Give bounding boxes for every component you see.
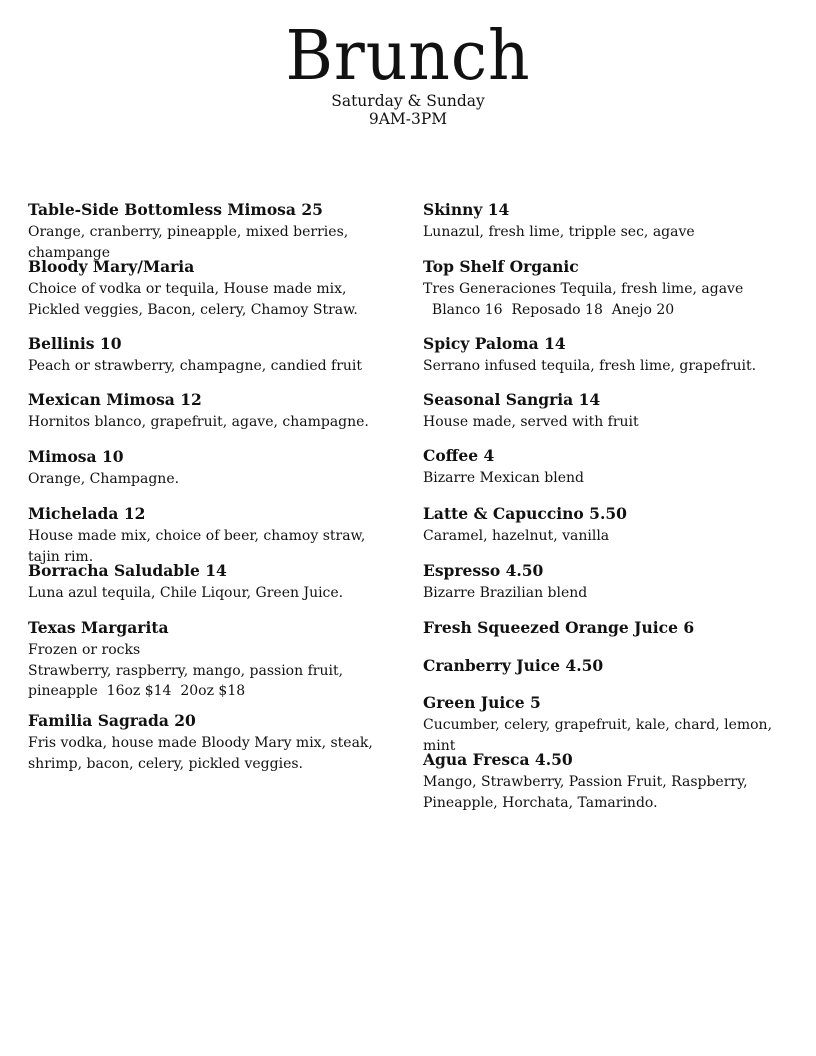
menu-item <box>28 334 403 377</box>
menu-item-description <box>28 412 403 433</box>
menu-item-name: Table-Side Bottomless Mimosa 25 <box>28 200 323 219</box>
description-line: Luna azul tequila, Chile Liqour, Green Juice. <box>28 585 344 601</box>
service-days: Saturday & Sunday <box>331 92 485 110</box>
description-line: Tres Generaciones Tequila, fresh lime, agave <box>423 281 744 297</box>
description-line: champange <box>28 244 111 261</box>
description-line: Bizarre Mexican blend <box>423 470 584 486</box>
menu-item-name: Mimosa 10 <box>28 447 124 466</box>
description-line: Bizarre Brazilian blend <box>423 585 588 601</box>
description-line: Mango, Strawberry, Passion Fruit, Raspberry, <box>423 774 748 790</box>
menu-item <box>28 561 403 604</box>
description-line: tajin rim. <box>28 548 94 565</box>
menu-item-description <box>423 583 803 604</box>
menu-item-name: Espresso 4.50 <box>423 561 544 580</box>
menu-item <box>423 334 803 377</box>
menu-item-name: Agua Fresca 4.50 <box>423 750 573 769</box>
menu-item <box>423 750 803 813</box>
menu-item-description <box>423 468 803 489</box>
description-line: Strawberry, raspberry, mango, passion fruit, <box>28 662 344 679</box>
menu-item <box>423 618 803 638</box>
menu-item-description <box>423 279 803 320</box>
menu-item-name: Texas Margarita <box>28 618 169 637</box>
menu-item-name: Top Shelf Organic <box>423 257 579 276</box>
description-line: Lunazul, fresh lime, tripple sec, agave <box>423 224 695 240</box>
menu-item-name: Bloody Mary/Maria <box>28 257 195 276</box>
menu-item-description <box>423 222 803 243</box>
description-line: shrimp, bacon, celery, pickled veggies. <box>28 755 303 772</box>
menu-item <box>28 618 403 702</box>
description-line: Serrano infused tequila, fresh lime, grapefruit. <box>423 358 757 374</box>
menu-item <box>423 693 803 756</box>
menu-item-name: Michelada 12 <box>28 504 146 523</box>
description-line: Hornitos blanco, grapefruit, agave, champagne. <box>28 414 369 430</box>
menu-item-name: Bellinis 10 <box>28 334 122 353</box>
menu-item <box>28 504 403 567</box>
menu-item <box>423 446 803 489</box>
menu-item-name: Cranberry Juice 4.50 <box>423 656 604 675</box>
menu-item-name: Coffee 4 <box>423 446 495 465</box>
description-line: Peach or strawberry, champagne, candied fruit <box>28 358 363 374</box>
menu-item-name: Green Juice 5 <box>423 693 541 712</box>
description-line: Fris vodka, house made Bloody Mary mix, steak, <box>28 735 373 751</box>
menu-item-name: Borracha Saludable 14 <box>28 561 227 580</box>
description-line: pineapple 16oz $14 20oz $18 <box>28 683 246 699</box>
menu-item-description <box>423 356 803 377</box>
menu-item-name: Seasonal Sangria 14 <box>423 390 601 409</box>
menu-item-name: Mexican Mimosa 12 <box>28 390 202 409</box>
description-line: Orange, cranberry, pineapple, mixed berries, <box>28 224 349 240</box>
menu-item <box>28 711 403 774</box>
menu-item <box>423 504 803 547</box>
description-line: mint <box>423 737 456 754</box>
menu-item-description <box>28 356 403 377</box>
menu-item <box>423 561 803 604</box>
menu-item <box>423 257 803 320</box>
service-hours: 9AM-3PM <box>368 110 448 128</box>
menu-item-description <box>28 469 403 490</box>
menu-item <box>423 656 803 676</box>
menu-item-description <box>423 412 803 433</box>
description-line: Cucumber, celery, grapefruit, kale, chard, lemon, <box>423 717 773 733</box>
menu-item-name: Skinny 14 <box>423 200 510 219</box>
menu-item-name: Spicy Paloma 14 <box>423 334 566 353</box>
description-line: Orange, Champagne. <box>28 471 180 487</box>
menu-item <box>28 200 403 263</box>
menu-item-name: Fresh Squeezed Orange Juice 6 <box>423 618 695 637</box>
description-line: Caramel, hazelnut, vanilla <box>423 528 610 544</box>
menu-item <box>28 447 403 490</box>
menu-item-description <box>28 733 403 774</box>
menu-item-description <box>28 279 403 320</box>
menu-header <box>0 17 816 128</box>
description-line: Choice of vodka or tequila, House made mix, <box>28 281 347 297</box>
description-line: House made, served with fruit <box>423 414 639 430</box>
description-line: Pineapple, Horchata, Tamarindo. <box>423 794 658 811</box>
menu-item-description <box>28 640 403 702</box>
menu-item-description <box>423 526 803 547</box>
description-line: Frozen or rocks <box>28 642 141 658</box>
menu-item-description <box>423 772 803 813</box>
menu-item-description <box>28 583 403 604</box>
menu-item <box>28 257 403 320</box>
description-line: Pickled veggies, Bacon, celery, Chamoy Straw. <box>28 301 358 318</box>
menu-item <box>28 390 403 433</box>
description-line: House made mix, choice of beer, chamoy straw, <box>28 528 366 544</box>
description-line: Blanco 16 Reposado 18 Anejo 20 <box>423 301 675 318</box>
menu-item <box>423 200 803 243</box>
page-title: Brunch <box>285 17 531 96</box>
menu-item-name: Familia Sagrada 20 <box>28 711 196 730</box>
menu-item <box>423 390 803 433</box>
menu-item-name: Latte & Capuccino 5.50 <box>423 504 627 523</box>
